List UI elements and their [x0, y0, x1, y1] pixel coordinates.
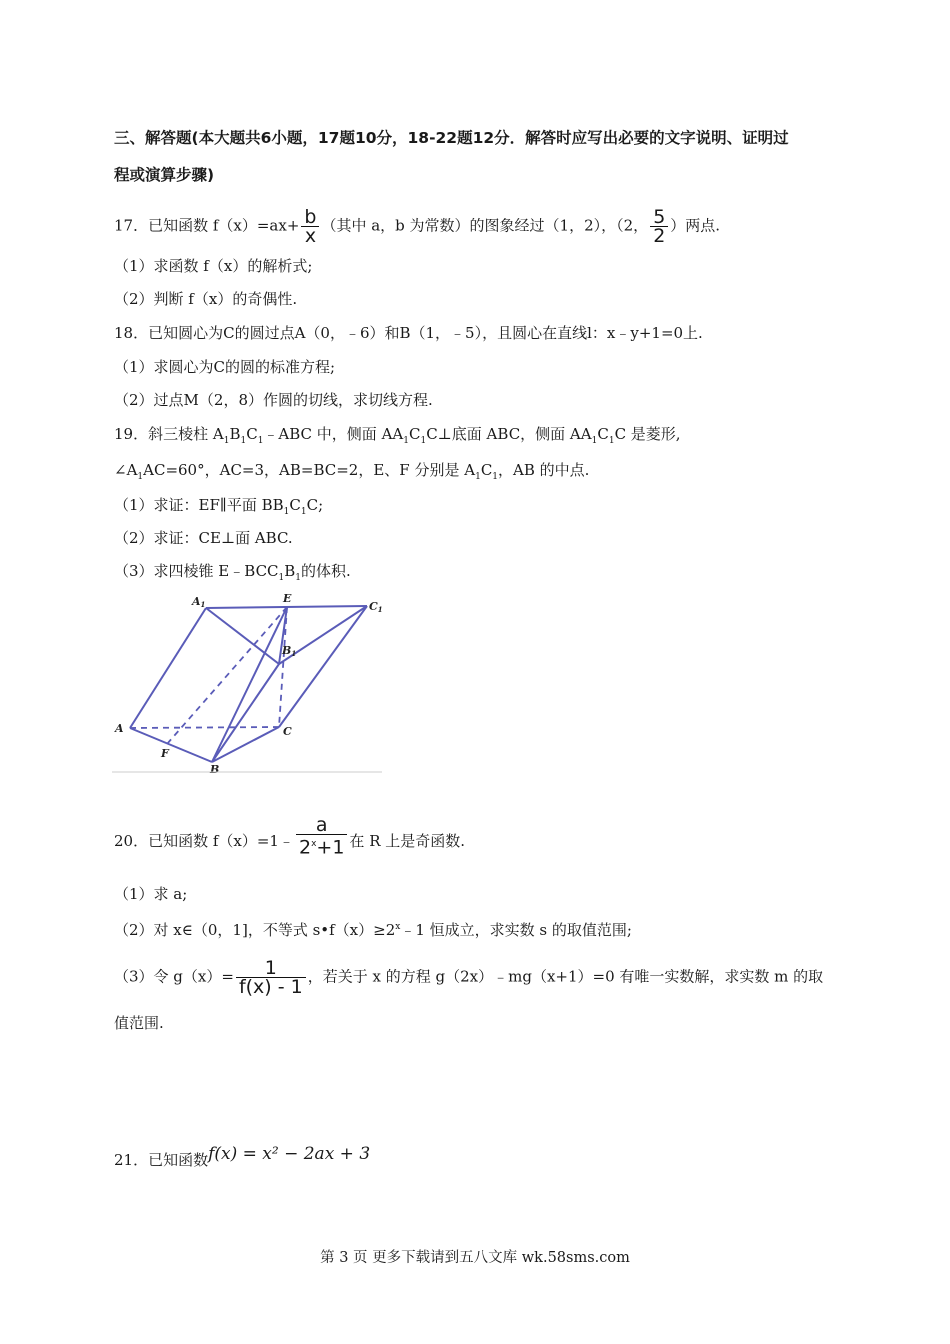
q19-part2: （2）求证：CE⊥面 ABC. [114, 529, 293, 547]
q19-sub: 1 [278, 573, 285, 583]
q19-sub: 1 [591, 436, 598, 446]
q20-p3-pre: （3）令 g（x）= [114, 967, 234, 986]
q17-stem-pre: 17．已知函数 f（x）=ax+ [114, 216, 300, 235]
q17-fraction-b-over-x [301, 208, 319, 245]
q17-frac2-den: 2 [650, 226, 668, 245]
q19-sub: 1 [475, 472, 481, 482]
q19-stem-f: C⊥底面 ABC，侧面 AA [426, 425, 592, 443]
q20-p3-post: ，若关于 x 的方程 g（2x）﹣mg（x+1）=0 有唯一实数解，求实数 m 的取 [307, 967, 824, 986]
edge-a1-b1 [206, 608, 279, 664]
q19-stem-b: B [229, 425, 241, 443]
page-footer: 第 3 页 更多下载请到五八文库 wk.58sms.com [320, 1250, 630, 1266]
q20-frac-num: a [315, 814, 328, 836]
q19-sub: 1 [608, 436, 615, 446]
q19-stem-d: ﹣ABC 中，侧面 AA [263, 425, 404, 443]
q17-stem-mid: （其中 a，b 为常数）的图象经过（1，2），（2， [321, 216, 649, 235]
edge-a1-a [130, 608, 206, 728]
q20-part1: （1）求 a; [114, 885, 188, 903]
q19-p3-a: （3）求四棱锥 E﹣BCC [114, 562, 279, 580]
section-title-cont: 程或演算步骤) [114, 166, 215, 184]
q20-part2 [114, 917, 632, 940]
q21-formula: f(x) = x² − 2ax + 3 [208, 1144, 371, 1164]
q18-stem: 18．已知圆心为C的圆过点A（0，﹣6）和B（1，﹣5），且圆心在直线l：x﹣y+1=0上. [114, 324, 703, 342]
q19-stem-g: C [597, 425, 609, 443]
label-f: F [161, 747, 169, 760]
q19-stem-h: C 是菱形, [614, 425, 681, 443]
q19-sub: 1 [420, 436, 427, 446]
q20-frac-den [296, 834, 347, 859]
q19-stem [114, 424, 681, 451]
q18-part1: （1）求圆心为C的圆的标准方程; [114, 358, 336, 376]
segment-e-c-hidden [279, 607, 287, 727]
label-a1: A1 [192, 595, 206, 609]
q19-sub: 1 [137, 472, 144, 482]
segment-e-b [212, 607, 287, 762]
q19-sub: 1 [240, 436, 247, 446]
segment-e-f-hidden [167, 607, 287, 744]
q20-stem-post: 在 R 上是奇函数. [349, 832, 466, 851]
q19-p3-c: 的体积. [301, 562, 351, 580]
q20-p2-exp: x [395, 922, 401, 932]
q20-stem [114, 814, 466, 862]
q19-sub: 1 [295, 573, 302, 583]
q20-p3-frac-den: f(x) - 1 [236, 977, 306, 996]
q19-line2-d: ，AB 的中点. [498, 461, 590, 479]
label-b: B [210, 763, 220, 776]
edge-c1-c [279, 606, 367, 727]
q19-sub: 1 [257, 436, 264, 446]
label-a: A [115, 722, 124, 735]
edge-a-b [130, 728, 212, 762]
q20-den-exp: x [311, 839, 317, 849]
q19-line2-a: ∠A [114, 461, 138, 479]
label-e: E [283, 592, 292, 605]
q21-stem-pre: 21．已知函数 [114, 1151, 209, 1169]
q20-den-plus-one: +1 [316, 836, 345, 859]
q19-sub: 1 [223, 436, 230, 446]
edge-b1-b [212, 664, 279, 762]
q19-part1 [114, 495, 323, 522]
q17-stem [114, 208, 720, 245]
q21-stem [114, 1144, 371, 1170]
q20-part3-line2: 值范围. [114, 1014, 164, 1032]
edge-b-c [212, 727, 279, 762]
q19-stem-e: C [408, 425, 421, 443]
edge-a-c-hidden [130, 727, 279, 728]
q17-frac-den: x [301, 226, 319, 245]
q19-p3-b: B [284, 562, 296, 580]
q20-p3-fraction [236, 959, 306, 996]
q19-sub: 1 [283, 507, 290, 517]
q19-stem-c: C [246, 425, 258, 443]
q19-sub: 1 [403, 436, 409, 446]
q19-stem-line2 [114, 460, 589, 487]
q20-den-base: 2 [298, 836, 312, 859]
q19-line2-c: C [480, 461, 493, 479]
q17-part1: （1）求函数 f（x）的解析式; [114, 257, 313, 275]
prism-figure [112, 590, 384, 776]
label-c1: C1 [369, 600, 383, 614]
q19-p1-a: （1）求证：EF∥平面 BB [114, 496, 284, 514]
q20-stem-pre: 20．已知函数 f（x）=1﹣ [114, 832, 294, 851]
q20-part3 [114, 959, 823, 996]
q19-p1-b: C [289, 496, 301, 514]
q19-stem-a: 19．斜三棱柱 A [114, 425, 224, 443]
q20-fraction [296, 814, 347, 859]
q18-part2: （2）过点M（2，8）作圆的切线，求切线方程. [114, 391, 433, 409]
label-c: C [283, 725, 292, 738]
label-b1: B1 [282, 644, 297, 658]
q19-sub: 1 [492, 472, 499, 482]
q20-p2-a: （2）对 x∈（0，1]，不等式 s•f（x）≥2 [114, 921, 396, 939]
section-title: 三、解答题(本大题共6小题，17题10分，18-22题12分．解答时应写出必要的文字说明、证明过 [114, 129, 789, 147]
q20-p3-frac-num: 1 [264, 957, 277, 979]
q17-stem-post: ）两点. [670, 216, 721, 235]
q19-p1-c: C; [306, 496, 324, 514]
q20-p2-b: ﹣1 恒成立，求实数 s 的取值范围; [400, 921, 632, 939]
q17-fraction-5-over-2 [650, 208, 668, 245]
q17-frac2-num: 5 [653, 206, 666, 228]
q19-sub: 1 [300, 507, 307, 517]
q17-part2: （2）判断 f（x）的奇偶性. [114, 290, 298, 308]
q17-frac-num: b [304, 206, 317, 228]
q19-line2-b: AC=60°，AC=3，AB=BC=2，E、F 分别是 A [143, 461, 476, 479]
q19-part3 [114, 561, 351, 588]
